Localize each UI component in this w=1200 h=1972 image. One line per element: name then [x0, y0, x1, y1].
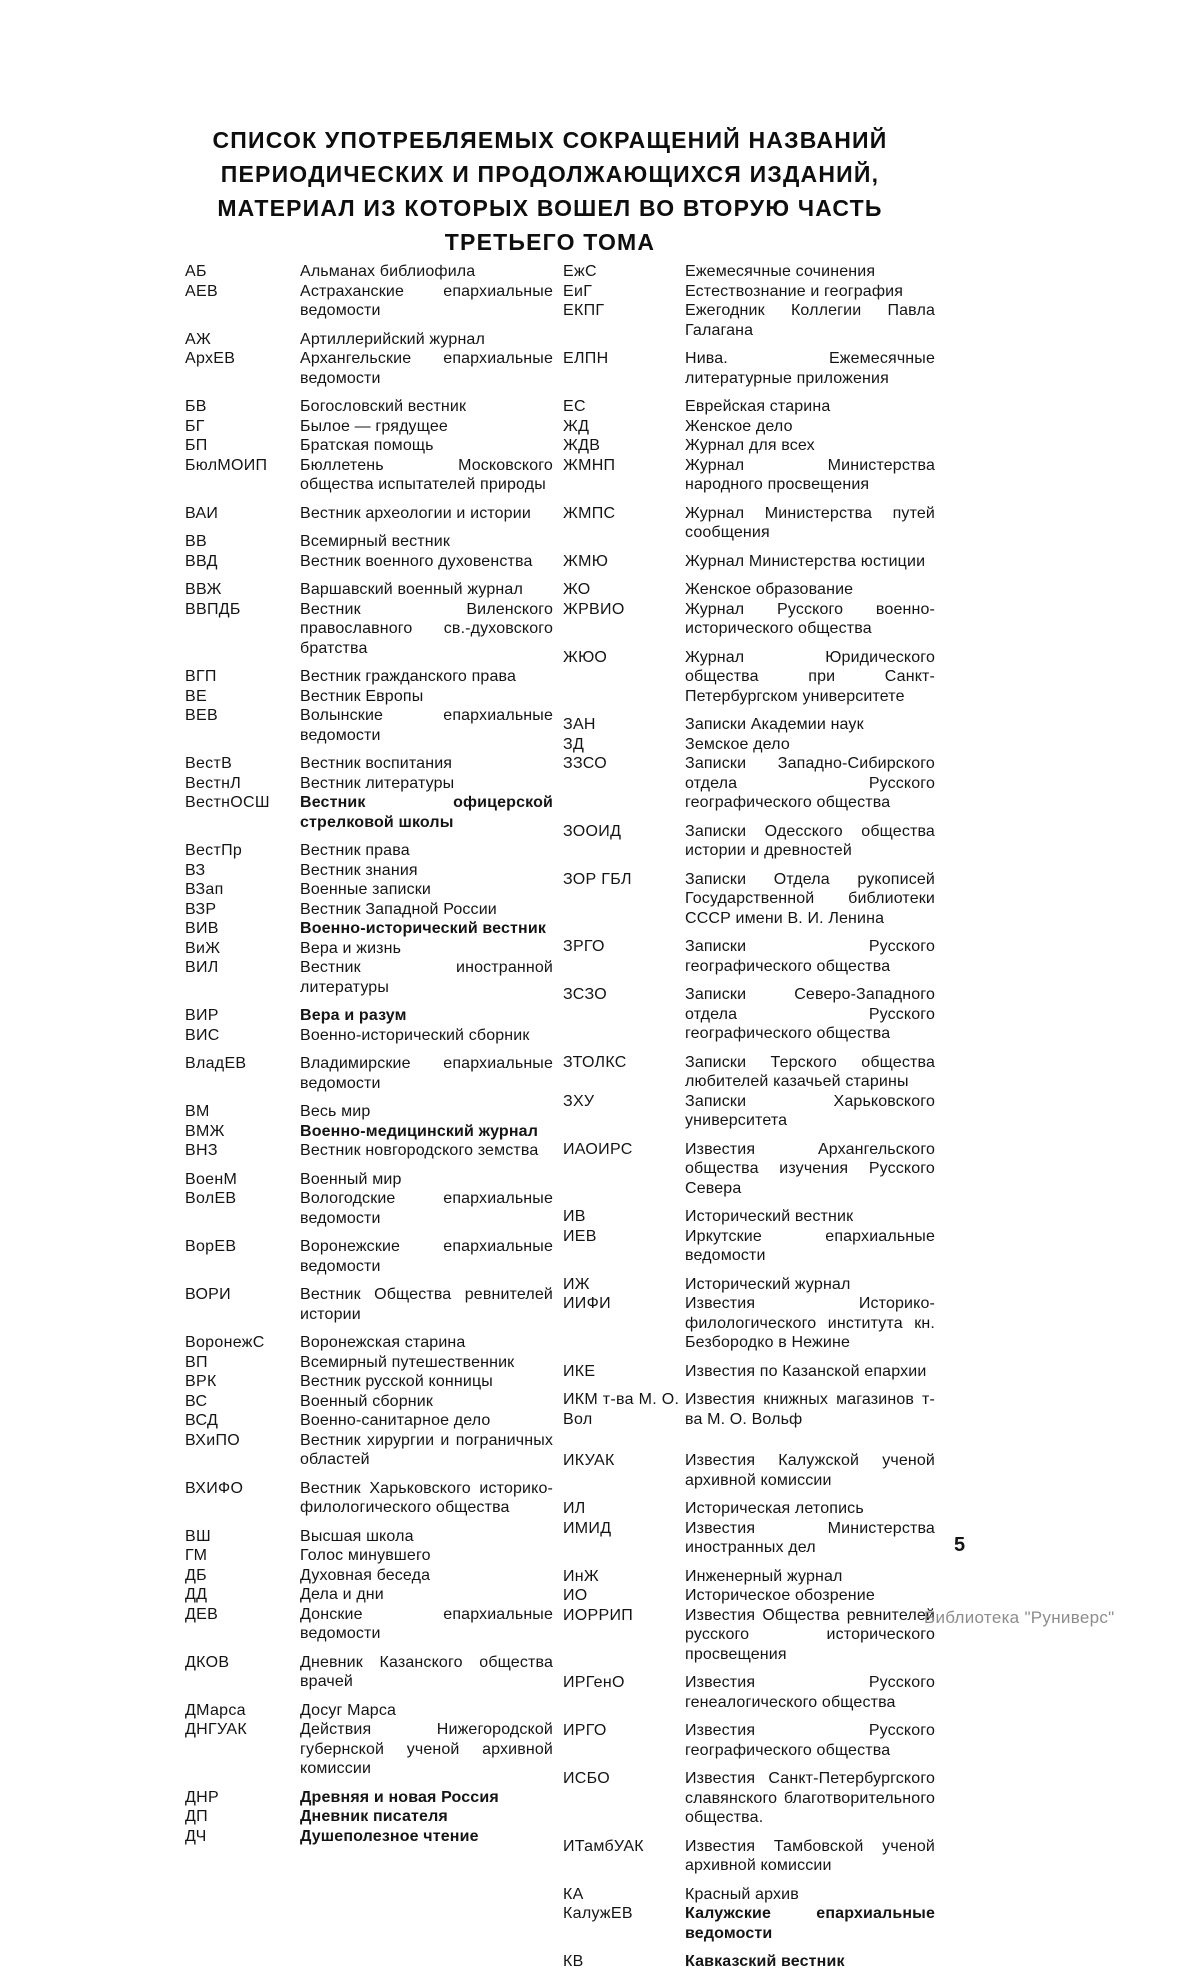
abbreviation: ИКМ т-ва М. О. Вол	[563, 1391, 680, 1428]
abbr-entry	[563, 1092, 935, 1131]
definition: Кавказский вестник	[685, 1953, 845, 1970]
definition: Историческое обозрение	[685, 1587, 875, 1604]
abbreviation: ВП	[185, 1353, 208, 1371]
definition: Естествознание и география	[685, 282, 904, 300]
definition: Вестник Виленского православного св.-духовского братства	[300, 600, 553, 657]
abbreviation: ВВД	[185, 552, 218, 570]
abbreviation: ВЗап	[185, 881, 224, 898]
abbreviation: ВГП	[185, 668, 217, 685]
abbr-entry	[563, 1606, 935, 1665]
definition: Духовная беседа	[300, 1566, 431, 1584]
abbreviation: АЕВ	[185, 282, 218, 300]
abbreviation: ДД	[185, 1586, 208, 1603]
definition: Вестник новгородского земства	[300, 1142, 539, 1159]
abbreviation: ДП	[185, 1808, 208, 1825]
definition: Воронежская старина	[300, 1334, 466, 1351]
definition: Известия Калужской ученой архивной комиссии	[685, 1452, 935, 1489]
definition: Журнал для всех	[685, 437, 815, 454]
abbr-entry	[185, 706, 553, 745]
abbreviation: ИСБО	[563, 1770, 611, 1787]
abbreviation: ДЕВ	[185, 1605, 219, 1623]
abbreviation: ЗД	[563, 735, 585, 753]
definition: Богословский вестник	[300, 398, 467, 415]
abbreviation: ВолЕВ	[185, 1190, 237, 1207]
definition: Вестник археологии и истории	[300, 504, 531, 522]
abbreviation: ВМ	[185, 1103, 210, 1120]
abbreviation: ВЕ	[185, 687, 207, 705]
abbreviation: ЖМЮ	[563, 552, 609, 570]
definition: Военно-исторический вестник	[300, 920, 547, 937]
definition: Вестник Общества ревнителей истории	[300, 1286, 553, 1323]
abbreviation: ИКУАК	[563, 1452, 615, 1469]
abbreviation: ВОРИ	[185, 1286, 231, 1303]
abbr-entry	[563, 1227, 935, 1266]
abbr-entry	[563, 504, 935, 543]
abbreviation: ЕжС	[563, 263, 597, 280]
abbr-entry	[185, 1585, 553, 1605]
abbreviation: КВ	[563, 1953, 584, 1970]
abbreviation: ВВ	[185, 533, 207, 550]
abbr-entry	[185, 841, 553, 861]
abbreviation: ВоенМ	[185, 1170, 238, 1188]
definition: Известия Архангельского общества изучения Русского Севера	[685, 1140, 935, 1197]
abbr-entry	[185, 580, 553, 600]
abbreviation: ВестПр	[185, 842, 243, 859]
abbr-entry	[185, 1479, 553, 1518]
definition: Братская помощь	[300, 437, 434, 454]
abbreviation: ЕКПГ	[563, 302, 605, 319]
definition: Астраханские епархиальные ведомости	[300, 282, 553, 319]
definition: Альманах библиофила	[300, 263, 476, 280]
definition: Дела и дни	[300, 1586, 384, 1603]
abbreviation: ИнЖ	[563, 1567, 600, 1585]
abbreviation: ВИР	[185, 1007, 219, 1024]
abbr-entry	[563, 600, 935, 639]
definition: Красный архив	[685, 1885, 799, 1903]
definition: Артиллерийский журнал	[300, 330, 485, 348]
abbr-entry	[185, 1701, 553, 1721]
abbreviation: ВиЖ	[185, 939, 221, 957]
abbr-entry	[185, 880, 553, 900]
definition: Известия Общества ревнителей русского исторического просвещения	[685, 1606, 935, 1663]
definition: Дневник Казанского общества врачей	[300, 1653, 553, 1690]
abbr-entry	[185, 754, 553, 774]
definition: Вестник военного духовенства	[300, 552, 533, 570]
abbreviation: ВРК	[185, 1373, 217, 1390]
definition: Действия Нижегородской губернской ученой архивной комиссии	[300, 1721, 553, 1777]
abbr-entry	[563, 1586, 935, 1606]
abbreviation: ЖД	[563, 417, 590, 435]
abbr-entry	[185, 532, 553, 552]
definition: Вестник литературы	[300, 774, 455, 792]
abbr-entry	[185, 456, 553, 495]
abbr-entry	[185, 774, 553, 794]
abbreviation: ВМЖ	[185, 1122, 225, 1140]
abbreviation: ИЛ	[563, 1500, 586, 1517]
definition: Записки Северо-Западного отдела Русского географического общества	[685, 986, 935, 1042]
abbr-entry	[185, 1392, 553, 1412]
abbr-entry	[563, 1275, 935, 1295]
abbr-entry	[185, 1189, 553, 1228]
abbreviation: ЖДВ	[563, 437, 601, 454]
abbreviation: АБ	[185, 263, 207, 280]
definition: Военно-санитарное дело	[300, 1412, 491, 1429]
abbr-entry	[185, 397, 553, 417]
definition: Иркутские епархиальные ведомости	[685, 1227, 935, 1264]
abbr-entry	[185, 1807, 553, 1827]
abbreviation: ЖЮО	[563, 648, 608, 666]
definition: Еврейская старина	[685, 398, 831, 415]
abbr-entry	[563, 580, 935, 600]
definition: Известия Министерства иностранных дел	[685, 1519, 935, 1556]
definition: Записки Русского географического общества	[685, 938, 935, 975]
abbr-entry	[563, 1294, 935, 1353]
abbreviation: ВИЛ	[185, 959, 219, 976]
abbreviation: ЖРВИО	[563, 600, 625, 618]
definition: Военный сборник	[300, 1392, 434, 1410]
abbreviation-column-left	[185, 262, 553, 1846]
definition: Дневник писателя	[300, 1808, 448, 1825]
abbr-entry	[185, 1788, 553, 1808]
abbr-entry	[563, 1053, 935, 1092]
abbr-entry	[185, 1026, 553, 1046]
abbreviation: ЗТОЛКС	[563, 1053, 627, 1071]
definition: Нива. Ежемесячные литературные приложения	[685, 350, 935, 387]
title-line-2: ПЕРИОДИЧЕСКИХ И ПРОДОЛЖАЮЩИХСЯ ИЗДАНИЙ,	[220, 161, 880, 187]
definition: Женское образование	[685, 581, 854, 598]
abbreviation: ЖМНП	[563, 456, 616, 474]
definition: Вестник иностранной литературы	[300, 959, 553, 996]
abbr-entry	[185, 349, 553, 388]
abbreviation: ВИВ	[185, 920, 219, 937]
abbr-entry	[563, 1904, 935, 1943]
abbr-entry	[185, 1122, 553, 1142]
abbreviation: ВАИ	[185, 504, 219, 522]
abbr-entry	[185, 1527, 553, 1547]
definition: Донские епархиальные ведомости	[300, 1605, 553, 1642]
definition: Записки Харьковского университета	[685, 1092, 935, 1129]
abbr-entry	[185, 900, 553, 920]
abbreviation: БюлМОИП	[185, 456, 268, 474]
abbreviation: ЗООИД	[563, 822, 622, 840]
abbr-entry	[563, 397, 935, 417]
definition: Исторический вестник	[685, 1208, 854, 1225]
definition: Ежегодник Коллегии Павла Галагана	[685, 302, 935, 339]
abbr-entry	[563, 1837, 935, 1876]
abbreviation: ВВПДБ	[185, 600, 241, 618]
abbr-entry	[563, 1140, 935, 1199]
definition: Женское дело	[685, 417, 793, 435]
abbreviation: БП	[185, 437, 208, 454]
definition: Известия Тамбовской ученой архивной комиссии	[685, 1837, 935, 1874]
abbr-entry	[185, 1006, 553, 1026]
abbreviation: ИОРРИП	[563, 1606, 634, 1624]
abbr-entry	[185, 1285, 553, 1324]
abbr-entry	[563, 735, 935, 755]
abbr-entry	[185, 1566, 553, 1586]
abbr-entry	[185, 861, 553, 881]
definition: Журнал Министерства народного просвещения	[685, 456, 935, 493]
abbreviation: ЕС	[563, 398, 586, 415]
abbreviation: ДБ	[185, 1566, 207, 1584]
definition: Военно-исторический сборник	[300, 1026, 530, 1044]
abbreviation: ВВЖ	[185, 581, 222, 598]
abbreviation: ЖМПС	[563, 504, 616, 522]
abbr-entry	[563, 262, 935, 282]
definition: Варшавский военный журнал	[300, 581, 523, 598]
abbreviation: АЖ	[185, 330, 212, 348]
definition: Архангельские епархиальные ведомости	[300, 350, 553, 387]
abbreviation: ЗСЗО	[563, 986, 607, 1003]
abbr-entry	[185, 417, 553, 437]
abbr-entry	[185, 504, 553, 524]
abbreviation: ВС	[185, 1392, 208, 1410]
abbr-entry	[563, 985, 935, 1044]
abbr-entry	[185, 552, 553, 572]
abbr-entry	[185, 1333, 553, 1353]
abbr-entry	[185, 1353, 553, 1373]
abbreviation: ВестВ	[185, 755, 233, 772]
abbr-entry	[563, 937, 935, 976]
abbr-entry	[185, 1054, 553, 1093]
definition: Вестник Западной России	[300, 900, 497, 918]
abbr-entry	[185, 1546, 553, 1566]
abbr-entry	[185, 919, 553, 939]
abbreviation: ЗЗСО	[563, 755, 607, 772]
abbreviation: ЗАН	[563, 716, 596, 733]
definition: Известия Историко-филологического института кн. Безбородко в Нежине	[685, 1295, 935, 1351]
abbreviation: ВХИФО	[185, 1479, 244, 1497]
definition: Душеполезное чтение	[300, 1827, 479, 1845]
abbreviation: БВ	[185, 398, 207, 415]
abbreviation: ИЕВ	[563, 1227, 597, 1245]
abbr-entry	[563, 1451, 935, 1490]
abbreviation: ИТамбУАК	[563, 1837, 644, 1855]
abbreviation: ГМ	[185, 1547, 208, 1564]
abbreviation: ИАОИРС	[563, 1140, 633, 1158]
abbr-entry	[563, 552, 935, 572]
definition: Весь мир	[300, 1103, 371, 1120]
definition: Вестник воспитания	[300, 755, 453, 772]
definition: Вестник Европы	[300, 687, 424, 705]
abbreviation: ИМИД	[563, 1519, 612, 1537]
definition: Вестник офицерской стрелковой школы	[300, 794, 553, 831]
abbr-entry	[563, 1721, 935, 1760]
abbr-entry	[185, 1237, 553, 1276]
definition: Ежемесячные сочинения	[685, 263, 876, 280]
abbr-entry	[563, 1952, 935, 1972]
abbr-entry	[185, 958, 553, 997]
definition: Калужские епархиальные ведомости	[685, 1905, 935, 1942]
abbr-entry	[185, 793, 553, 832]
abbreviation: ИРГО	[563, 1722, 607, 1739]
title-line-3: МАТЕРИАЛ ИЗ КОТОРЫХ ВОШЕЛ ВО ВТОРУЮ ЧАСТЬ	[217, 195, 883, 221]
abbr-entry	[563, 1499, 935, 1519]
definition: Всемирный вестник	[300, 533, 450, 550]
abbr-entry	[185, 1827, 553, 1847]
definition: Журнал Юридического общества при Санкт-Петербургском университете	[685, 648, 935, 705]
abbr-entry	[185, 1431, 553, 1470]
abbr-entry	[563, 822, 935, 861]
abbreviation: ЗХУ	[563, 1092, 595, 1110]
abbr-entry	[185, 1141, 553, 1161]
abbr-entry	[185, 687, 553, 707]
definition: Записки Терского общества любителей казачьей старины	[685, 1053, 935, 1090]
abbreviation: БГ	[185, 417, 205, 435]
abbr-entry	[563, 715, 935, 735]
abbreviation: ИРГенО	[563, 1674, 625, 1691]
abbreviation: ВорЕВ	[185, 1238, 237, 1255]
abbr-entry	[185, 330, 553, 350]
definition: Высшая школа	[300, 1527, 414, 1545]
definition: Известия по Казанской епархии	[685, 1362, 927, 1380]
abbr-entry	[563, 1519, 935, 1558]
definition: Вестник гражданского права	[300, 668, 517, 685]
definition: Вестник русской конницы	[300, 1373, 493, 1390]
definition: Вологодские епархиальные ведомости	[300, 1190, 553, 1227]
definition: Вестник знания	[300, 861, 418, 879]
abbreviation: КА	[563, 1885, 584, 1903]
abbr-entry	[563, 1567, 935, 1587]
definition: Всемирный путешественник	[300, 1353, 515, 1371]
definition: Воронежские епархиальные ведомости	[300, 1238, 553, 1275]
abbreviation: АрхЕВ	[185, 350, 236, 367]
abbr-entry	[563, 1885, 935, 1905]
definition: Журнал Министерства путей сообщения	[685, 504, 935, 541]
abbreviation: ВестнЛ	[185, 774, 242, 792]
abbreviation: ЗОР ГБЛ	[563, 870, 632, 888]
abbreviation: ИКЕ	[563, 1362, 596, 1380]
definition: Военный мир	[300, 1170, 402, 1188]
definition: Известия Санкт-Петербургского славянского благотворительного общества.	[685, 1770, 935, 1826]
abbreviation: ЕиГ	[563, 282, 593, 300]
abbreviation: ЕЛПН	[563, 350, 609, 367]
definition: Волынские епархиальные ведомости	[300, 707, 553, 744]
abbreviation: ВЗР	[185, 900, 217, 918]
definition: Известия книжных магазинов т-ва М. О. Вольф	[685, 1391, 935, 1428]
abbreviation: ВХиПО	[185, 1431, 241, 1449]
abbreviation: ВоронежС	[185, 1334, 265, 1351]
definition: Владимирские епархиальные ведомости	[300, 1055, 553, 1092]
definition: Записки Отдела рукописей Государственной библиотеки СССР имени В. И. Ленина	[685, 870, 935, 927]
definition: Вестник права	[300, 842, 410, 859]
definition: Голос минувшего	[300, 1547, 431, 1564]
abbr-entry	[185, 282, 553, 321]
definition: Журнал Министерства юстиции	[685, 552, 926, 570]
definition: Земское дело	[685, 735, 790, 753]
abbr-entry	[185, 262, 553, 282]
abbreviation: ВестнОСШ	[185, 794, 270, 811]
abbr-entry	[563, 648, 935, 707]
definition: Журнал Русского военно-исторического общества	[685, 600, 935, 637]
abbreviation: ИВ	[563, 1208, 586, 1225]
abbr-entry	[563, 436, 935, 456]
definition: Вера и жизнь	[300, 939, 402, 957]
abbr-entry	[185, 1372, 553, 1392]
abbr-entry	[185, 939, 553, 959]
abbr-entry	[563, 1207, 935, 1227]
abbreviation: ВЗ	[185, 861, 206, 879]
abbr-entry	[563, 456, 935, 495]
abbreviation: ВСД	[185, 1412, 219, 1429]
abbr-entry	[563, 1390, 935, 1429]
abbreviation: ДНГУАК	[185, 1721, 247, 1738]
abbr-entry	[185, 1720, 553, 1779]
abbreviation: ИИФИ	[563, 1295, 611, 1312]
definition: Инженерный журнал	[685, 1567, 843, 1585]
definition: Известия Русского географического общества	[685, 1722, 935, 1759]
abbreviation: ДКОВ	[185, 1653, 230, 1671]
page-number: 5	[954, 1534, 966, 1556]
definition: Вестник Харьковского историко-филологического общества	[300, 1479, 553, 1516]
definition: Военно-медицинский журнал	[300, 1122, 539, 1140]
definition: Историческая летопись	[685, 1500, 864, 1517]
definition: Бюллетень Московского общества испытателей природы	[300, 456, 553, 493]
abbr-entry	[563, 301, 935, 340]
abbreviation: ЗРГО	[563, 938, 605, 955]
definition: Известия Русского генеалогического общества	[685, 1674, 935, 1711]
definition: Досуг Марса	[300, 1701, 397, 1719]
definition: Записки Западно-Сибирского отдела Русского географического общества	[685, 755, 935, 811]
abbr-entry	[563, 282, 935, 302]
abbreviation: ДНР	[185, 1788, 219, 1806]
abbr-entry	[185, 436, 553, 456]
definition: Военные записки	[300, 881, 432, 898]
title-line-1: СПИСОК УПОТРЕБЛЯЕМЫХ СОКРАЩЕНИЙ НАЗВАНИЙ	[212, 127, 888, 153]
abbreviation: ИЖ	[563, 1275, 590, 1293]
abbreviation: ВЕВ	[185, 707, 218, 724]
definition: Древняя и новая Россия	[300, 1788, 499, 1806]
abbreviation-list	[185, 262, 935, 1972]
definition: Вестник хирургии и пограничных областей	[300, 1431, 553, 1468]
definition: Записки Академии наук	[685, 716, 864, 733]
abbr-entry	[563, 754, 935, 813]
abbr-entry	[185, 1411, 553, 1431]
abbreviation: ВИС	[185, 1026, 220, 1044]
abbreviation: ЖО	[563, 581, 591, 598]
abbreviation: КалужЕВ	[563, 1905, 633, 1922]
abbreviation: ВладЕВ	[185, 1055, 247, 1072]
definition: Вера и разум	[300, 1007, 407, 1024]
title-line-4: ТРЕТЬЕГО ТОМА	[444, 229, 656, 255]
abbr-entry	[563, 1769, 935, 1828]
abbr-entry	[185, 600, 553, 659]
definition: Исторический журнал	[685, 1275, 851, 1293]
definition: Записки Одесского общества истории и древностей	[685, 822, 935, 859]
abbreviation: ВНЗ	[185, 1142, 218, 1159]
abbr-entry	[563, 417, 935, 437]
page-title	[150, 123, 950, 259]
definition: Былое — грядущее	[300, 417, 448, 435]
abbr-entry	[563, 870, 935, 929]
abbr-entry	[185, 1605, 553, 1644]
abbreviation: ВШ	[185, 1527, 211, 1545]
abbreviation: ДЧ	[185, 1827, 207, 1845]
abbr-entry	[563, 1362, 935, 1382]
abbr-entry	[185, 1653, 553, 1692]
abbr-entry	[185, 1170, 553, 1190]
abbreviation: ИО	[563, 1587, 588, 1604]
abbreviation: ДМарса	[185, 1701, 246, 1719]
abbr-entry	[563, 349, 935, 388]
abbr-entry	[185, 667, 553, 687]
abbreviation-column-right	[563, 262, 935, 1972]
abbr-entry	[185, 1102, 553, 1122]
library-watermark: Библиотека "Руниверс"	[924, 1608, 1115, 1627]
